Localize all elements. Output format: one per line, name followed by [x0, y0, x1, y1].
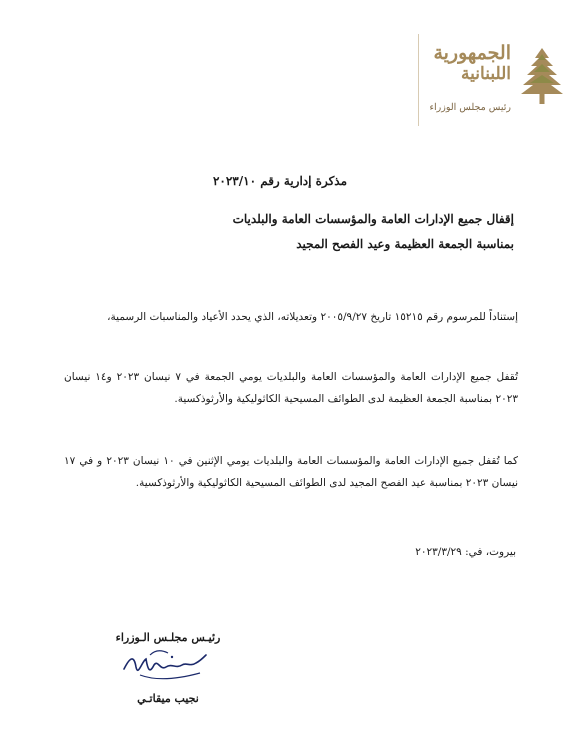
handwritten-signature: [120, 647, 210, 685]
republic-seal-text: [425, 44, 511, 84]
signatory-title: رئيـس مجلـس الـوزراء: [115, 631, 221, 644]
paragraph-2: تُقفل جميع الإدارات العامة والمؤسسات العامة والبلديات يومي الجمعة في ٧ نيسان ٢٠٢٣ و١٤ نيسان ٢٠٢٣ بمناسبة الجمعة العظيمة لدى الطوائف المسيحية الكاثوليكية والأرثوذكسية.: [64, 371, 518, 405]
memo-title: مذكرة إدارية رقم ٢٠٢٣/١٠: [212, 174, 348, 188]
letterhead: [418, 34, 567, 126]
paragraph-3: كما تُقفل جميع الإدارات العامة والمؤسسات العامة والبلديات يومي الإثنين في ١٠ نيسان ٢٠٢٣ و في ١٧ نيسان ٢٠٢٣ بمناسبة عيد الفصح المجيد لدى الطوائف المسيحية الكاثوليكية والأرثوذكسية.: [64, 455, 518, 489]
cedar-tree-icon: [519, 44, 565, 108]
date-line: بيروت، في: ٢٠٢٣/٣/٢٩: [415, 546, 516, 558]
signatory-name: نجيب ميقاتـي: [137, 692, 199, 705]
letterhead-subtitle: رئيس مجلس الوزراء: [429, 102, 511, 113]
subject-line-1: إقفال جميع الإدارات العامة والمؤسسات العامة والبلديات: [232, 212, 514, 226]
seal-line-1: الجمهورية: [433, 42, 511, 64]
subject-line-2: بمناسبة الجمعة العظيمة وعيد الفصح المجيد: [296, 237, 514, 251]
paragraph-1: إستناداً للمرسوم رقم ١٥٢١٥ تاريخ ٢٠٠٥/٩/٢٧ وتعديلاته، الذي يحدد الأعياد والمناسبات الرسمية،: [107, 311, 518, 323]
seal-line-2: اللبنانية: [461, 63, 511, 84]
